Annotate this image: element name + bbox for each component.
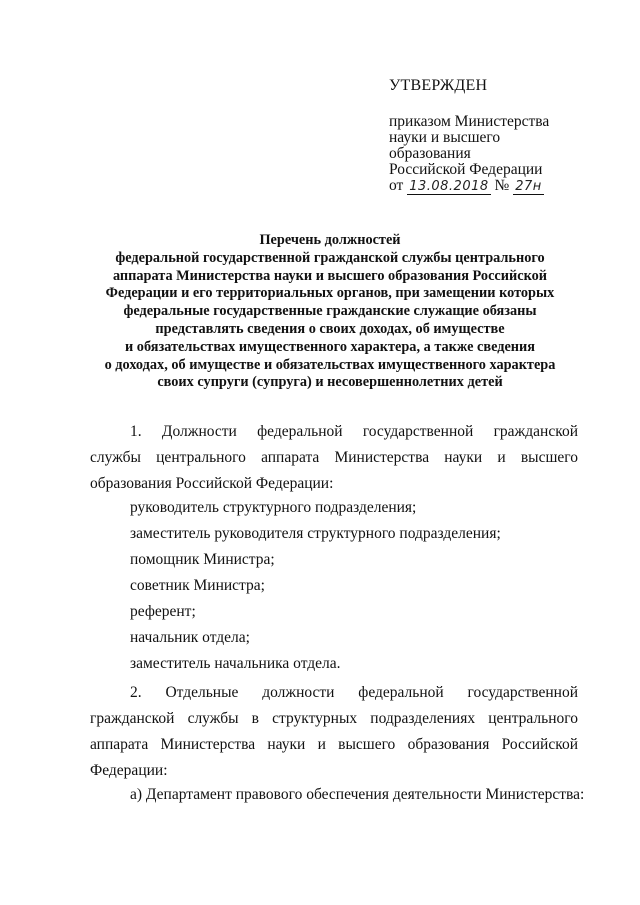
- title-line: о доходах, об имуществе и обязательствах имущественного характера: [104, 356, 556, 373]
- section-1-paragraph: [90, 419, 578, 497]
- list-item: а) Департамент правового обеспечения деятельности Министерства:: [130, 786, 585, 803]
- list-item: заместитель руководителя структурного подразделения;: [130, 525, 501, 542]
- list-item: референт;: [130, 603, 196, 620]
- list-item: заместитель начальника отдела.: [130, 655, 341, 672]
- number-value: 27н: [515, 179, 542, 194]
- paragraph-line: аппарата Министерства науки и высшего образования Российской: [90, 736, 578, 753]
- title-line: Перечень должностей: [259, 232, 401, 248]
- title-line: аппарата Министерства науки и высшего образования Российской: [112, 267, 548, 284]
- approval-block: [389, 78, 599, 195]
- document-title: [90, 232, 570, 392]
- list-item: помощник Министра;: [130, 551, 275, 568]
- handwritten-date: [407, 179, 490, 195]
- approval-line: образования: [389, 145, 471, 162]
- title-line: своих супруги (супруга) и несовершеннолетних детей: [157, 374, 503, 391]
- approval-date-line: [389, 178, 599, 195]
- approval-line: приказом Министерства: [389, 113, 550, 130]
- title-line: федеральной государственной гражданской службы центрального: [115, 249, 545, 266]
- date-value: 13.08.2018: [409, 179, 489, 194]
- list-item: советник Министра;: [130, 577, 265, 594]
- paragraph-line: 2. Отдельные должности федеральной государственной: [130, 684, 578, 701]
- paragraph-line: Федерации:: [90, 762, 168, 779]
- approval-line: Российской Федерации: [389, 161, 543, 178]
- paragraph-line: образования Российской Федерации:: [90, 475, 334, 492]
- paragraph-line: службы центрального аппарата Министерства науки и высшего: [90, 449, 578, 466]
- list-item: начальник отдела;: [130, 629, 250, 646]
- paragraph-line: гражданской службы в структурных подразделениях центрального: [90, 710, 578, 727]
- approval-line: науки и высшего: [389, 129, 501, 146]
- title-line: представлять сведения о своих доходах, об имуществе: [155, 320, 505, 337]
- number-prefix: №: [494, 177, 510, 194]
- title-line: федеральные государственные гражданские служащие обязаны: [123, 303, 537, 320]
- list-item: руководитель структурного подразделения;: [130, 499, 417, 516]
- handwritten-number: [513, 179, 544, 195]
- approval-title: УТВЕРЖДЕН: [389, 77, 488, 94]
- paragraph-line: 1. Должности федеральной государственной гражданской: [130, 423, 578, 440]
- date-prefix: от: [389, 177, 404, 194]
- title-line: Федерации и его территориальных органов, при замещении которых: [105, 285, 555, 302]
- title-line: и обязательствах имущественного характера, а также сведения: [124, 338, 536, 355]
- section-2-paragraph: [90, 680, 578, 784]
